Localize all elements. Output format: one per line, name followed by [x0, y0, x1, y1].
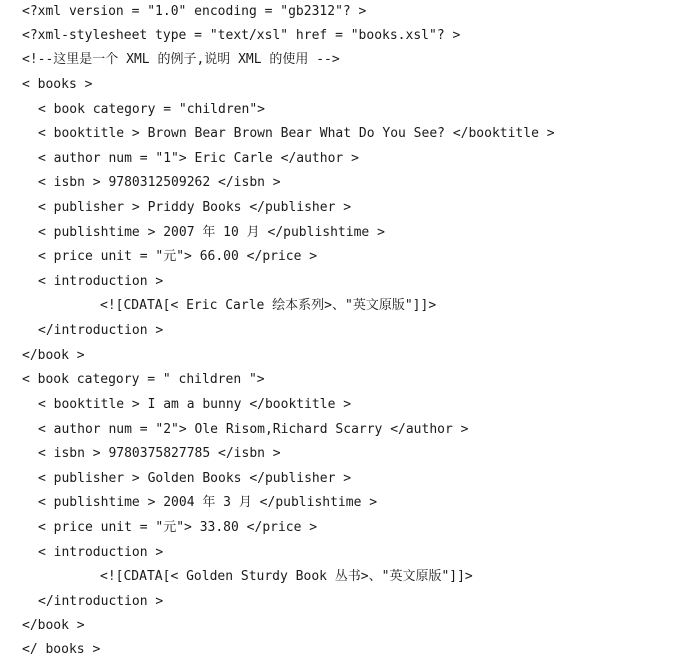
author-line: < author num = "2"> Ole Risom,Richard Scarry </author >: [38, 422, 469, 437]
books-close-tag: </ books >: [22, 642, 101, 657]
cdata-line: <![CDATA[< Golden Sturdy Book 丛书>、"英文原版"]]>: [100, 569, 473, 584]
price-line: < price unit = "元"> 66.00 </price >: [38, 249, 318, 264]
xml-comment-line: <!--这里是一个 XML 的例子,说明 XML 的使用 -->: [22, 52, 340, 67]
publishtime-line: < publishtime > 2007 年 10 月 </publishtime >: [38, 225, 385, 240]
publishtime-line: < publishtime > 2004 年 3 月 </publishtime >: [38, 495, 378, 510]
introduction-open-tag: < introduction >: [38, 274, 164, 289]
introduction-close-tag: </introduction >: [38, 323, 164, 338]
xml-declaration-line: <?xml version = "1.0" encoding = "gb2312"? >: [22, 4, 367, 19]
book-open-tag: < book category = "children">: [38, 102, 265, 117]
isbn-line: < isbn > 9780375827785 </isbn >: [38, 446, 281, 461]
books-open-tag: < books >: [22, 77, 93, 92]
introduction-close-tag: </introduction >: [38, 594, 164, 609]
isbn-line: < isbn > 9780312509262 </isbn >: [38, 175, 281, 190]
publisher-line: < publisher > Priddy Books </publisher >: [38, 200, 352, 215]
book-close-tag: </book >: [22, 618, 85, 633]
price-line: < price unit = "元"> 33.80 </price >: [38, 520, 318, 535]
booktitle-line: < booktitle > Brown Bear Brown Bear What Do You See? </booktitle >: [38, 126, 555, 141]
booktitle-line: < booktitle > I am a bunny </booktitle >: [38, 397, 352, 412]
publisher-line: < publisher > Golden Books </publisher >: [38, 471, 352, 486]
book-close-tag: </book >: [22, 348, 85, 363]
book-open-tag: < book category = " children ">: [22, 372, 265, 387]
introduction-open-tag: < introduction >: [38, 545, 164, 560]
xml-stylesheet-line: <?xml-stylesheet type = "text/xsl" href = "books.xsl"? >: [22, 28, 461, 43]
cdata-line: <![CDATA[< Eric Carle 绘本系列>、"英文原版"]]>: [100, 298, 437, 313]
author-line: < author num = "1"> Eric Carle </author >: [38, 151, 359, 166]
